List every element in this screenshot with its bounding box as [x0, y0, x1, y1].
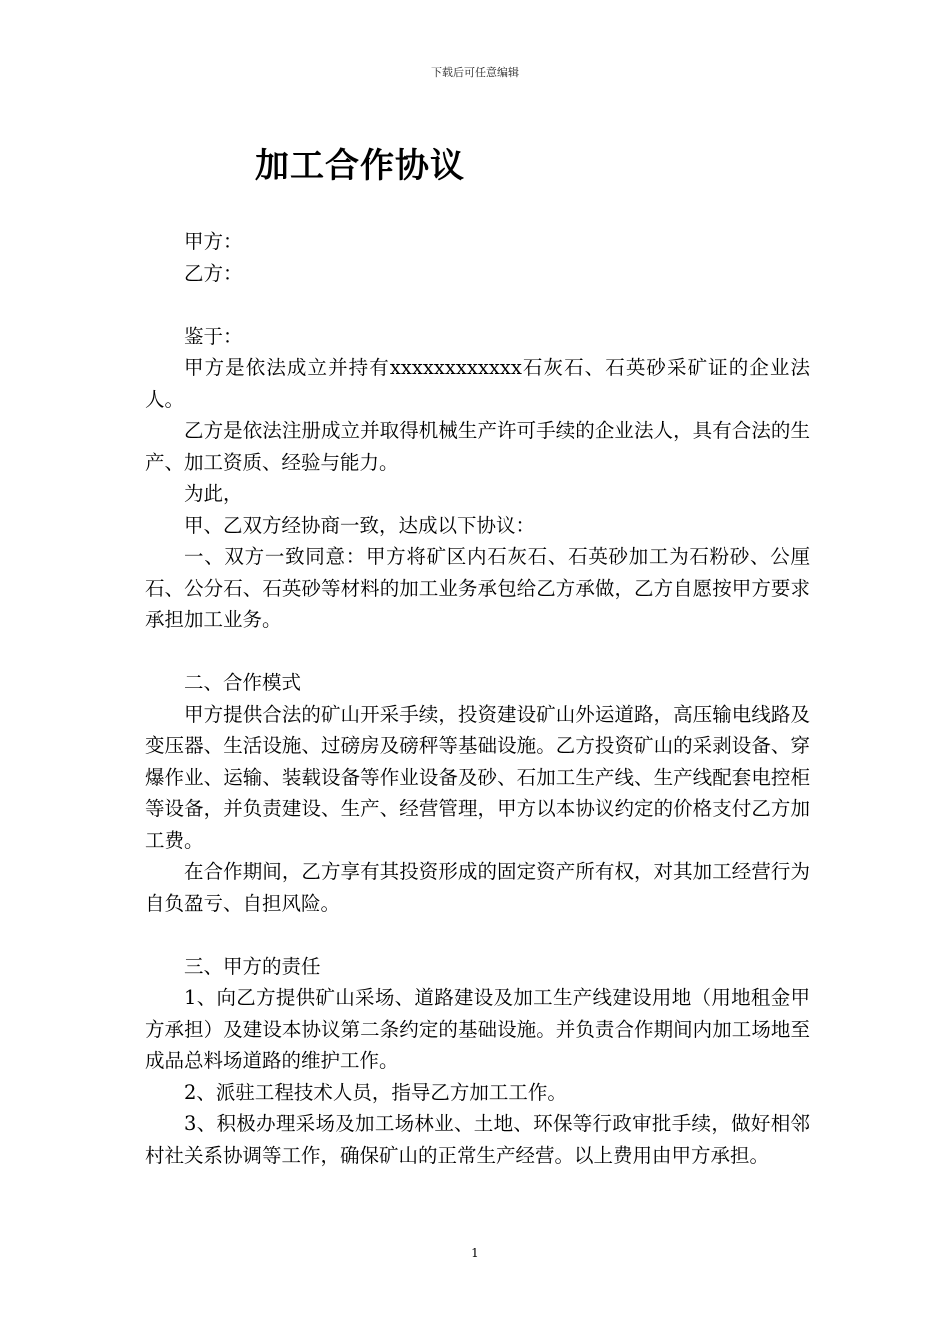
document-body [145, 226, 810, 1171]
document-title: 加工合作协议 [255, 146, 465, 186]
paragraph: 一、双方一致同意：甲方将矿区内石灰石、石英砂加工为石粉砂、公厘石、公分石、石英砂等材料的加工业务承包给乙方承做，乙方自愿按甲方要求承担加工业务。 [145, 545, 810, 631]
paragraph: 为此， [184, 482, 243, 505]
paragraph: 甲方是依法成立并持有xxxxxxxxxxxx石灰石、石英砂采矿证的企业法人。 [145, 356, 810, 411]
paragraph: 3、积极办理采场及加工场林业、土地、环保等行政审批手续，做好相邻村社关系协调等工作，确保矿山的正常生产经营。以上费用由甲方承担。 [145, 1112, 810, 1167]
header-note: 下载后可任意编辑 [431, 66, 519, 79]
paragraph: 乙方是依法注册成立并取得机械生产许可手续的企业法人，具有合法的生产、加工资质、经验与能力。 [145, 419, 810, 474]
blank-line [145, 636, 810, 668]
page-number: 1 [471, 1246, 479, 1260]
paragraph: 2、派驻工程技术人员，指导乙方加工工作。 [184, 1080, 567, 1104]
blank-line [145, 289, 810, 321]
party-a-line: 甲方： [184, 230, 243, 253]
paragraph: 甲、乙双方经协商一致，达成以下协议： [184, 513, 536, 537]
whereas-heading: 鉴于： [184, 324, 243, 348]
paragraph: 在合作期间，乙方享有其投资形成的固定资产所有权，对其加工经营行为自负盈亏、自担风险。 [145, 860, 810, 915]
section-heading: 二、合作模式 [184, 671, 302, 694]
section-heading: 三、甲方的责任 [184, 954, 321, 978]
paragraph: 1、向乙方提供矿山采场、道路建设及加工生产线建设用地（用地租金甲方承担）及建设本协议第二条约定的基础设施。并负责合作期间内加工场地至成品总料场道路的维护工作。 [145, 986, 810, 1072]
paragraph: 甲方提供合法的矿山开采手续，投资建设矿山外运道路，高压输电线路及变压器、生活设施、过磅房及磅秤等基础设施。乙方投资矿山的采剥设备、穿爆作业、运输、装载设备等作业设备及砂、石加工生产线、生产线配套电控柜等设备，并负责建设、生产、经营管理，甲方以本协议约定的价格支付乙方加工费。 [145, 702, 810, 852]
blank-line [145, 919, 810, 951]
party-b-line: 乙方： [184, 261, 243, 285]
